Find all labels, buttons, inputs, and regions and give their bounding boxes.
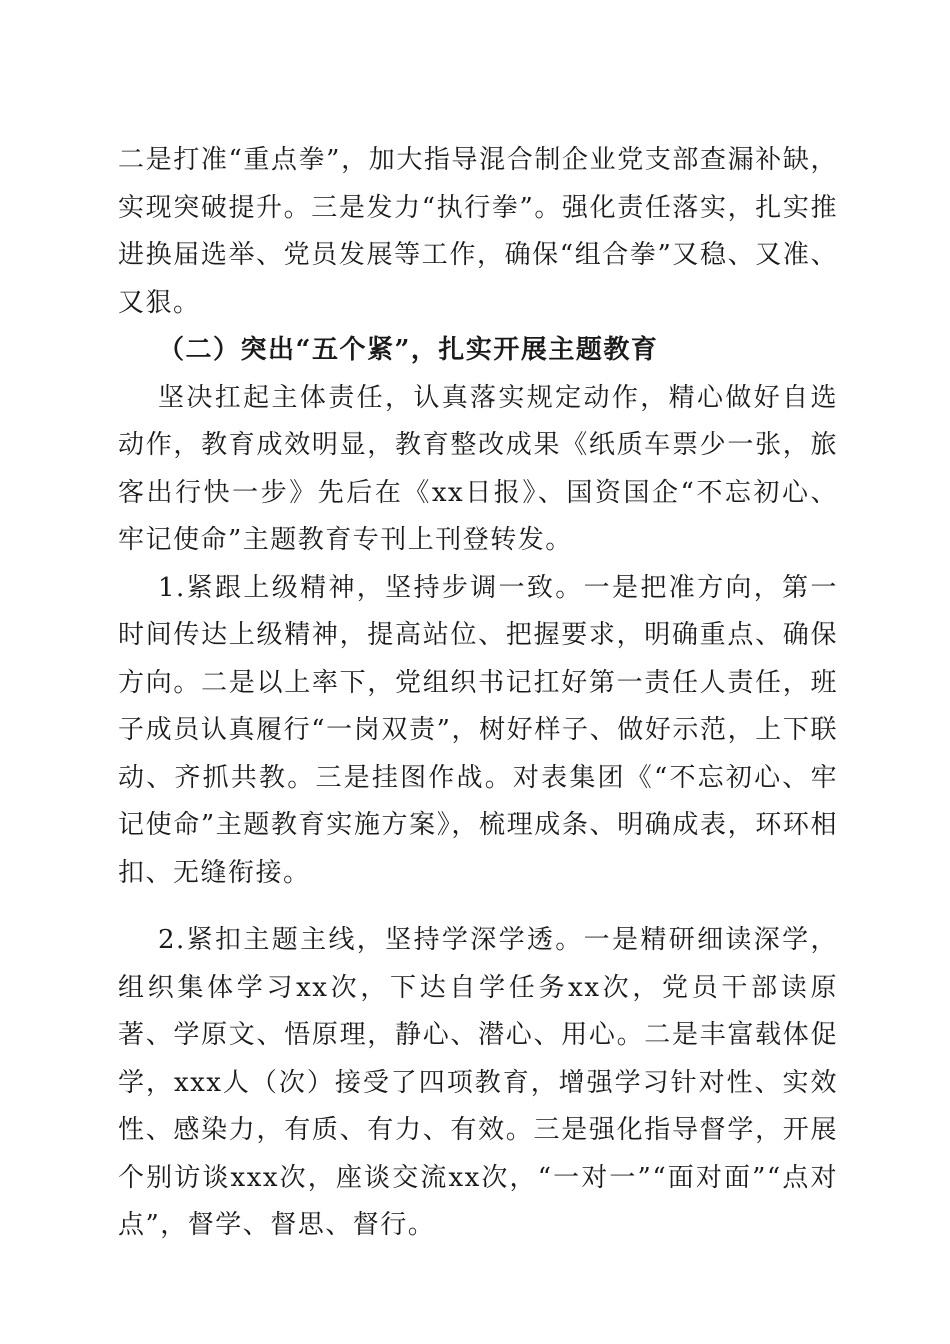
- document-body: [118, 137, 838, 1250]
- paragraph-item-1-follow-spirit: 1.紧跟上级精神，坚持步调一致。一是把准方向，第一时间传达上级精神，提高站位、把握要求，明确重点、确保方向。二是以上率下，党组织书记扛好第一责任人责任，班子成员认真履行“一岗双责”，树好样子、做好示范，上下联动、齐抓共教。三是挂图作战。对表集团《“不忘初心、牢记使命”主题教育实施方案》，梳理成条、明确成表，环环相扣、无缝衔接。: [118, 572, 838, 888]
- paragraph-combination-punches: 二是打准“重点拳”，加大指导混合制企业党支部查漏补缺，实现突破提升。三是发力“执行拳”。强化责任落实，扎实推进换届选举、党员发展等工作，确保“组合拳”又稳、又准、又狠。: [118, 145, 838, 318]
- paragraph-item-2-study-theme: 2.紧扣主题主线，坚持学深学透。一是精研细读深学，组织集体学习xx次，下达自学任务xx次，党员干部读原著、学原文、悟原理，静心、潜心、用心。二是丰富载体促学，xxx人（次）接受了四项教育，增强学习针对性、实效性、感染力，有质、有力、有效。三是强化指导督学，开展个别访谈xxx次，座谈交流xx次，“一对一”“面对面”“点对点”，督学、督思、督行。: [118, 925, 838, 1240]
- section-heading-five-tight: （二）突出“五个紧”，扎实开展主题教育: [158, 335, 659, 365]
- paragraph-main-responsibility: 坚决扛起主体责任，认真落实规定动作，精心做好自选动作，教育成效明显，教育整改成果《纸质车票少一张，旅客出行快一步》先后在《xx日报》、国资国企“不忘初心、牢记使命”主题教育专刊上刊登转发。: [118, 382, 838, 555]
